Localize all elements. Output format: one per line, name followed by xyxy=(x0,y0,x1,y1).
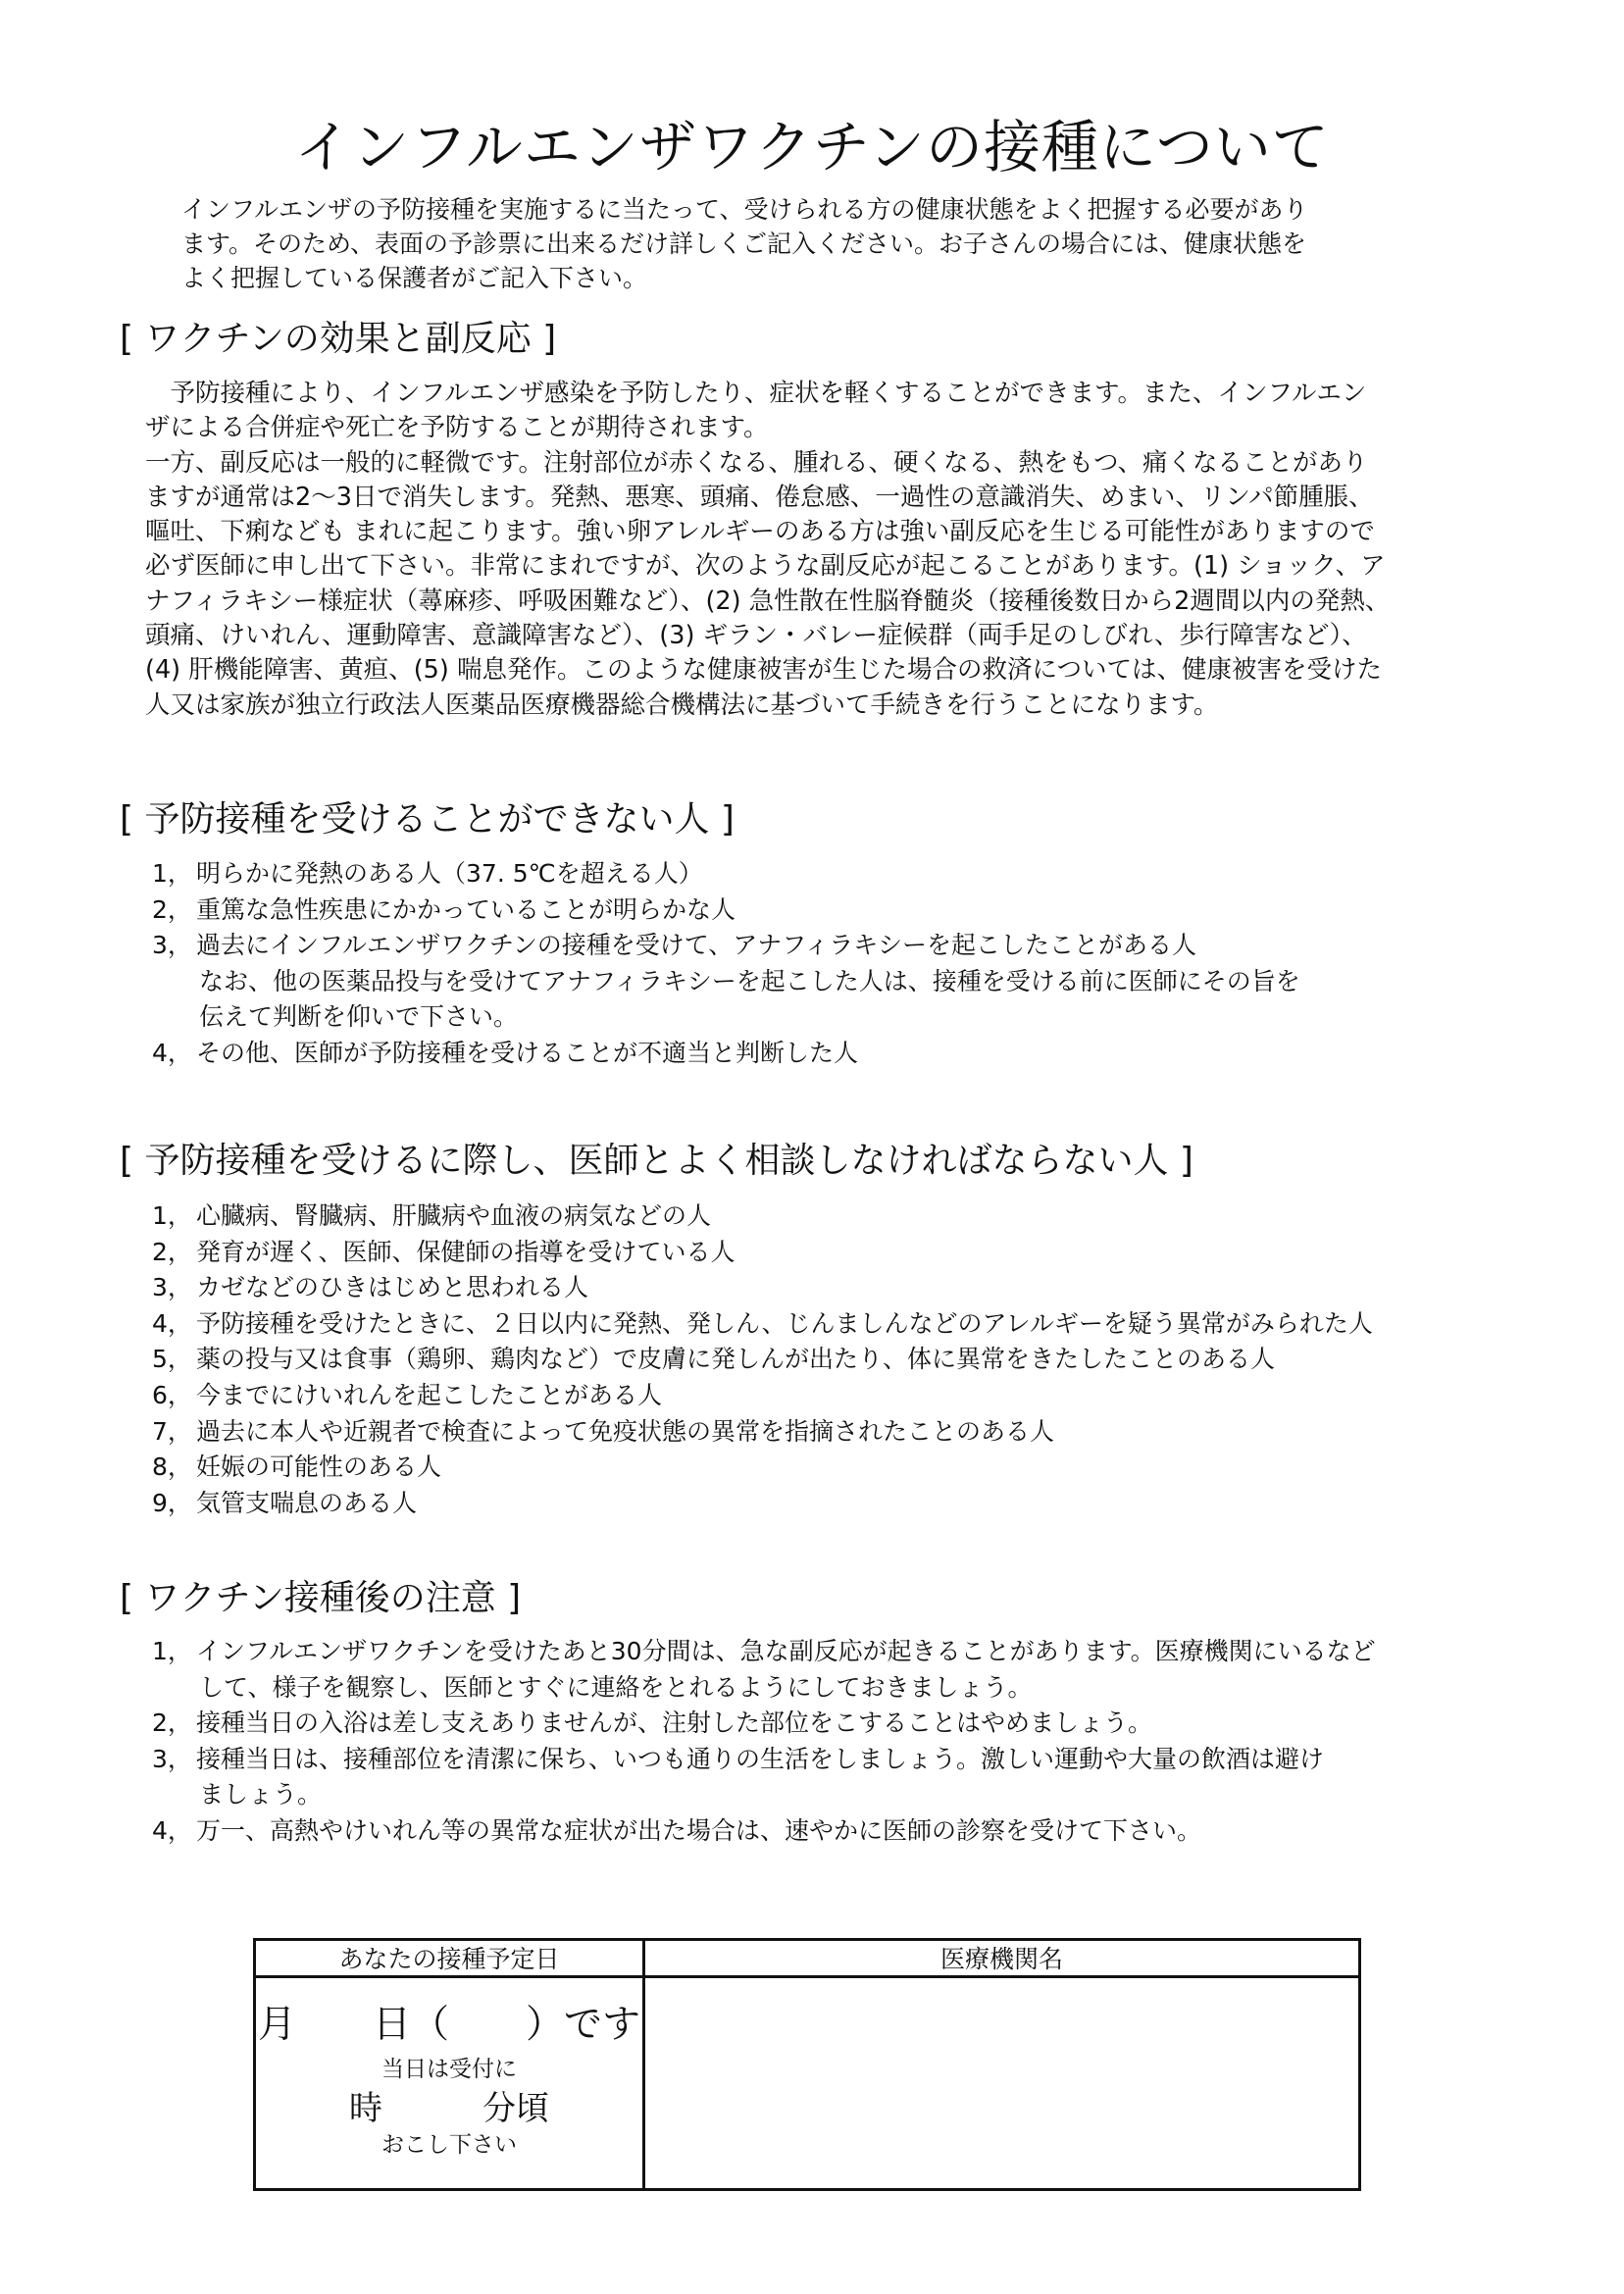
item-number: 7， xyxy=(152,1416,192,1446)
intro-line: よく把握している保護者がご記入下さい。 xyxy=(181,264,648,292)
list-item-continuation xyxy=(152,1670,1525,1707)
section-heading-consult: [ 予防接種を受けるに際し、医師とよく相談しなければならない人 ] xyxy=(120,1141,1193,1181)
list-item xyxy=(152,1486,1525,1522)
list-item xyxy=(152,1450,1525,1486)
list-item xyxy=(152,1378,1525,1414)
item-number: 1， xyxy=(152,859,192,888)
item-number: 1， xyxy=(152,1637,192,1665)
item-text: その他、医師が予防接種を受けることが不適当と判断した人 xyxy=(196,1038,859,1067)
effects-line: 必ず医師に申し出て下さい。非常にまれですが、次のような副反応が起こることがあります。(1) ショック、ア xyxy=(145,551,1386,582)
effects-line: 人又は家族が独立行政法人医薬品医療機器総合機構法に基づいて手続きを行うことになります。 xyxy=(145,689,1219,720)
list-item xyxy=(152,1342,1525,1378)
after-list xyxy=(152,1634,1525,1850)
item-text: 過去にインフルエンザワクチンの接種を受けて、アナフィラキシーを起こしたことがある人 xyxy=(196,931,1197,960)
item-text: 明らかに発熱のある人（37. 5℃を超える人） xyxy=(196,859,703,888)
list-item xyxy=(152,892,1525,929)
effects-line: (4) 肝機能障害、黄疸、(5) 喘息発作。このような健康被害が生じた場合の救済については、健康被害を受けた xyxy=(145,655,1382,686)
item-number: 2， xyxy=(152,1237,192,1266)
list-item xyxy=(152,1270,1525,1306)
appointment-time-field[interactable]: 時 分頃 xyxy=(349,2089,549,2128)
item-number: 5， xyxy=(152,1345,192,1374)
item-text: 万一、高熱やけいれん等の異常な症状が出た場合は、速やかに医師の診察を受けて下さい。 xyxy=(196,1815,1202,1845)
effects-line: ナフィラキシー様症状（蕁麻疹、呼吸困難など）、(2) 急性散在性脳脊髄炎（接種後数日から2週間以内の発熱、 xyxy=(145,586,1391,616)
item-number: 4， xyxy=(152,1308,192,1338)
effects-line: 頭痛、けいれん、運動障害、意識障害など）、(3) ギラン・バレー症候群（両手足のしびれ、歩行障害など）、 xyxy=(145,621,1367,651)
item-text: 心臓病、腎臓病、肝臓病や血液の病気などの人 xyxy=(196,1201,712,1230)
reception-note: 当日は受付に xyxy=(381,2057,517,2082)
item-number: 4， xyxy=(152,1815,192,1845)
list-item-continuation xyxy=(152,964,1525,1000)
effects-line: 一方、副反応は一般的に軽微です。注射部位が赤くなる、腫れる、硬くなる、熱をもつ、痛くなることがあり xyxy=(145,447,1368,478)
effects-line: ザによる合併症や死亡を予防することが期待されます。 xyxy=(145,413,769,443)
item-text: ましょう。 xyxy=(199,1780,323,1810)
item-number: 2， xyxy=(152,894,192,924)
item-text: 重篤な急性疾患にかかっていることが明らかな人 xyxy=(196,894,736,924)
item-number: 1， xyxy=(152,1201,192,1230)
effects-paragraph xyxy=(145,377,1498,723)
list-item xyxy=(152,1706,1525,1742)
section-heading-cannot: [ 予防接種を受けることができない人 ] xyxy=(120,799,735,840)
item-text: 発育が遅く、医師、保健師の指導を受けている人 xyxy=(196,1237,736,1266)
item-text: 薬の投与又は食事（鶏卵、鶏肉など）で皮膚に発しんが出たり、体に異常をきたしたことのある人 xyxy=(196,1345,1276,1374)
item-text: 予防接種を受けたときに、２日以内に発熱、発しん、じんましんなどのアレルギーを疑う異常がみられた人 xyxy=(196,1308,1373,1338)
list-item xyxy=(152,1198,1525,1235)
section-heading-effects: [ ワクチンの効果と副反応 ] xyxy=(120,319,557,359)
item-text: 過去に本人や近親者で検査によって免疫状態の異常を指摘されたことのある人 xyxy=(196,1416,1055,1446)
intro-line: インフルエンザの予防接種を実施するに当たって、受けられる方の健康状態をよく把握する必要があり xyxy=(181,195,1308,224)
arrival-note: おこし下さい xyxy=(381,2132,517,2158)
list-item xyxy=(152,1306,1525,1343)
item-number: 6， xyxy=(152,1380,192,1409)
list-item-continuation xyxy=(152,1777,1525,1813)
item-text: 接種当日の入浴は差し支えありませんが、注射した部位をこすることはやめましょう。 xyxy=(196,1708,1153,1738)
schedule-date-header: あなたの接種予定日 xyxy=(256,1941,642,1978)
item-text: 接種当日は、接種部位を清潔に保ち、いつも通りの生活をしましょう。激しい運動や大量の飲酒は避け xyxy=(196,1744,1325,1773)
cannot-list xyxy=(152,856,1525,1072)
item-number: 3， xyxy=(152,1273,192,1302)
consult-list xyxy=(152,1198,1525,1521)
item-number: 3， xyxy=(152,931,192,960)
effects-line: 嘔吐、下痢なども まれに起こります。強い卵アレルギーのある方は強い副反応を生じる可能性がありますので xyxy=(145,517,1375,547)
effects-line: ますが通常は2～3日で消失します。発熱、悪寒、頭痛、倦怠感、一過性の意識消失、めまい、リンパ節腫脹、 xyxy=(145,482,1374,512)
list-item xyxy=(152,1414,1525,1451)
item-number: 8， xyxy=(152,1453,192,1482)
appointment-date-field[interactable]: 月 日（ ）です xyxy=(257,2003,640,2047)
list-item xyxy=(152,1742,1525,1778)
list-item-continuation xyxy=(152,999,1525,1036)
effects-line: 予防接種により、インフルエンザ感染を予防したり、症状を軽くすることができます。また、インフルエン xyxy=(145,379,1367,408)
item-text: 妊娠の可能性のある人 xyxy=(196,1453,442,1482)
list-item xyxy=(152,1634,1525,1670)
item-number: 2， xyxy=(152,1708,192,1738)
item-number: 3， xyxy=(152,1744,192,1773)
item-text: 今までにけいれんを起こしたことがある人 xyxy=(196,1380,663,1409)
schedule-table xyxy=(253,1938,1361,2191)
clinic-name-header: 医療機関名 xyxy=(645,1941,1358,1978)
list-item xyxy=(152,1813,1525,1850)
item-number: 4， xyxy=(152,1038,192,1067)
list-item xyxy=(152,928,1525,964)
item-number: 9， xyxy=(152,1488,192,1517)
page-title: インフルエンザワクチンの接種について xyxy=(294,114,1330,180)
list-item xyxy=(152,1036,1525,1072)
list-item xyxy=(152,856,1525,892)
item-text: インフルエンザワクチンを受けたあと30分間は、急な副反応が起きることがあります。医療機関にいるなど xyxy=(196,1637,1376,1665)
list-item xyxy=(152,1235,1525,1271)
section-heading-after: [ ワクチン接種後の注意 ] xyxy=(120,1578,522,1618)
intro-line: ます。そのため、表面の予診票に出来るだけ詳しくご記入ください。お子さんの場合には、健康状態を xyxy=(181,229,1307,258)
intro-paragraph xyxy=(181,192,1486,295)
item-text: して、様子を観察し、医師とすぐに連絡をとれるようにしておきましょう。 xyxy=(199,1672,1033,1702)
item-text: 伝えて判断を仰いで下さい。 xyxy=(199,1002,519,1032)
item-text: なお、他の医薬品投与を受けてアナフィラキシーを起こした人は、接種を受ける前に医師にその旨を xyxy=(199,966,1300,995)
item-text: カゼなどのひきはじめと思われる人 xyxy=(196,1273,589,1302)
item-text: 気管支喘息のある人 xyxy=(196,1488,418,1517)
